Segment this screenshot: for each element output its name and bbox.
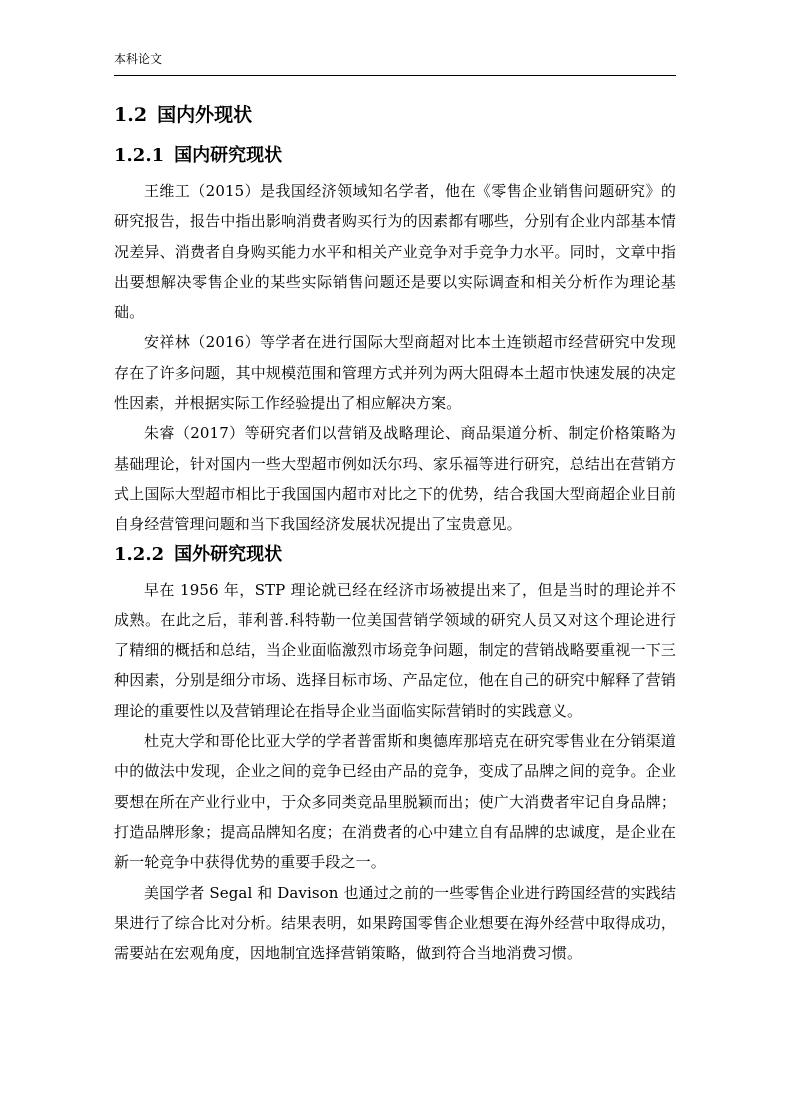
running-header: 本科论文 [114,51,676,76]
paragraph: 早在 1956 年，STP 理论就已经在经济市场被提出来了，但是当时的理论并不成熟。在此之后，菲利普.科特勒一位美国营销学领域的研究人员又对这个理论进行了精细的概括和总结，当企业面临激烈市场竞争问题，制定的营销战略要重视一下三种因素，分别是细分市场、选择目标市场、产品定位，他在自己的研究中解释了营销理论的重要性以及营销理论在指导企业当面临实际营销时的实践意义。 [114,580,676,720]
subsection-number: 1.2.2 [114,543,165,565]
subsection-heading-domestic [114,141,676,171]
paragraph: 朱睿（2017）等研究者们以营销及战略理论、商品渠道分析、制定价格策略为基础理论，针对国内一些大型超市例如沃尔玛、家乐福等进行研究，总结出在营销方式上国际大型超市相比于我国国内超市对比之下的优势，结合我国大型商超企业目前自身经营管理问题和当下我国经济发展状况提出了宝贵意见。 [114,424,676,534]
subsection-heading-foreign [114,540,676,570]
section-heading [114,100,676,130]
paragraph: 安祥林（2016）等学者在进行国际大型商超对比本土连锁超市经营研究中发现存在了许多问题，其中规模范围和管理方式并列为两大阻碍本土超市快速发展的决定性因素，并根据实际工作经验提出了相应解决方案。 [114,333,676,413]
subsection-title: 国内研究现状 [174,145,283,166]
section-title: 国内外现状 [157,104,253,126]
subsection-number: 1.2.1 [114,145,165,166]
page-content [114,100,676,968]
paragraph: 王维工（2015）是我国经济领域知名学者，他在《零售企业销售问题研究》的研究报告，报告中指出影响消费者购买行为的因素都有哪些，分别有企业内部基本情况差异、消费者自身购买能力水平和相关产业竞争对手竞争力水平。同时，文章中指出要想解决零售企业的某些实际销售问题还是要以实际调查和相关分析作为理论基础。 [114,182,676,322]
subsection-title: 国外研究现状 [174,543,283,565]
section-number: 1.2 [114,104,148,126]
paragraph: 杜克大学和哥伦比亚大学的学者普雷斯和奥德库那培克在研究零售业在分销渠道中的做法中发现，企业之间的竞争已经由产品的竞争，变成了品牌之间的竞争。企业要想在所在产业行业中，于众多同类竞品里脱颖而出；使广大消费者牢记自身品牌；打造品牌形象；提高品牌知名度；在消费者的心中建立自有品牌的忠诚度，是企业在新一轮竞争中获得优势的重要手段之一。 [114,732,676,872]
paragraph: 美国学者 Segal 和 Davison 也通过之前的一些零售企业进行跨国经营的实践结果进行了综合比对分析。结果表明，如果跨国零售企业想要在海外经营中取得成功，需要站在宏观角度，因地制宜选择营销策略，做到符合当地消费习惯。 [114,883,676,963]
